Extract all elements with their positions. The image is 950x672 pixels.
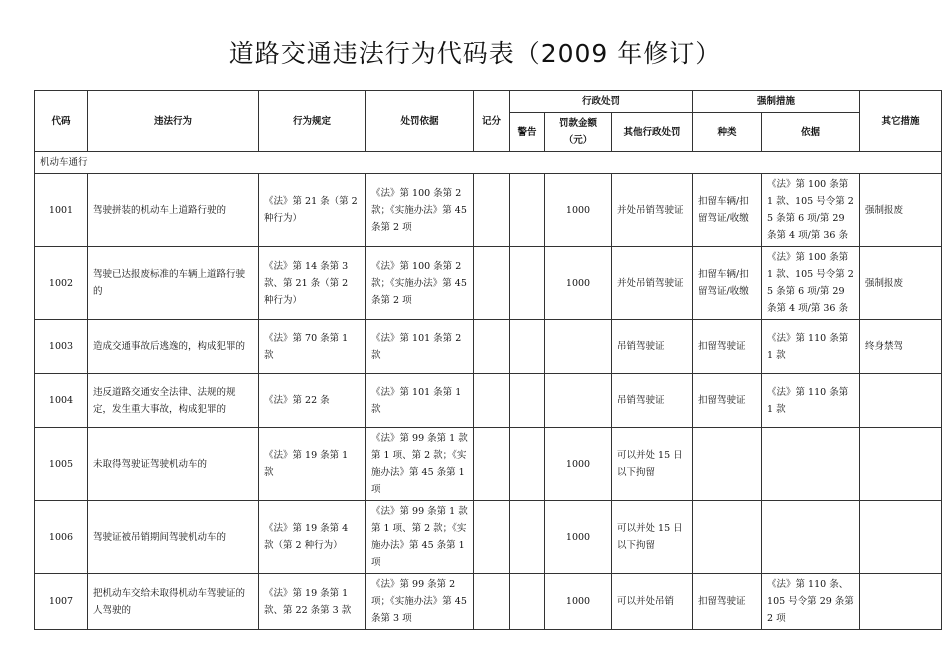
- cell-rule: 《法》第 22 条: [259, 374, 366, 428]
- table-row: [35, 320, 942, 374]
- header-admin-penalty: 行政处罚: [510, 91, 693, 113]
- cell-kind: 扣留车辆/扣留驾证/收缴: [693, 174, 762, 247]
- cell-warning: [510, 428, 545, 501]
- cell-basis: 《法》第 101 条第 2 款: [366, 320, 474, 374]
- header-points: 记分: [474, 91, 510, 152]
- cell-enf-basis: [762, 501, 860, 574]
- cell-points: [474, 574, 510, 630]
- header-enforcement: 强制措施: [693, 91, 860, 113]
- table-row: [35, 574, 942, 630]
- table-row: [35, 501, 942, 574]
- cell-kind: 扣留车辆/扣留驾证/收缴: [693, 247, 762, 320]
- table-row: [35, 247, 942, 320]
- cell-other-measures: 强制报废: [860, 247, 942, 320]
- cell-kind: 扣留驾驶证: [693, 374, 762, 428]
- cell-behavior: 驾驶证被吊销期间驾驶机动车的: [88, 501, 259, 574]
- cell-fine: [545, 374, 612, 428]
- cell-code: 1005: [35, 428, 88, 501]
- cell-fine: 1000: [545, 501, 612, 574]
- cell-enf-basis: 《法》第 100 条第 1 款、105 号令第 25 条第 6 项/第 29 条第 4 项/第 36 条: [762, 247, 860, 320]
- cell-warning: [510, 247, 545, 320]
- table-row: [35, 428, 942, 501]
- section-row: [35, 152, 942, 174]
- cell-behavior: 驾驶已达报废标准的车辆上道路行驶的: [88, 247, 259, 320]
- cell-warning: [510, 374, 545, 428]
- cell-code: 1004: [35, 374, 88, 428]
- cell-other-measures: [860, 574, 942, 630]
- cell-rule: 《法》第 19 条第 4 款（第 2 种行为）: [259, 501, 366, 574]
- header-other-measures: 其它措施: [860, 91, 942, 152]
- header-behavior: 违法行为: [88, 91, 259, 152]
- cell-code: 1007: [35, 574, 88, 630]
- header-row-1: [35, 91, 942, 113]
- table-row: [35, 174, 942, 247]
- cell-other-admin: 吊销驾驶证: [612, 320, 693, 374]
- section-label: 机动车通行: [35, 152, 942, 174]
- cell-rule: 《法》第 14 条第 3 款、第 21 条（第 2 种行为）: [259, 247, 366, 320]
- header-warning: 警告: [510, 113, 545, 152]
- cell-enf-basis: 《法》第 110 条、105 号令第 29 条第 2 项: [762, 574, 860, 630]
- cell-basis: 《法》第 101 条第 1 款: [366, 374, 474, 428]
- cell-other-admin: 可以并处 15 日以下拘留: [612, 428, 693, 501]
- cell-other-measures: [860, 501, 942, 574]
- cell-basis: 《法》第 99 条第 1 款第 1 项、第 2 款；《实施办法》第 45 条第 1 项: [366, 501, 474, 574]
- cell-warning: [510, 174, 545, 247]
- cell-other-admin: 并处吊销驾驶证: [612, 247, 693, 320]
- cell-basis: 《法》第 100 条第 2 款；《实施办法》第 45 条第 2 项: [366, 174, 474, 247]
- cell-points: [474, 247, 510, 320]
- cell-other-admin: 并处吊销驾驶证: [612, 174, 693, 247]
- cell-other-measures: [860, 374, 942, 428]
- cell-behavior: 驾驶拼装的机动车上道路行驶的: [88, 174, 259, 247]
- cell-points: [474, 501, 510, 574]
- header-other-admin: 其他行政处罚: [612, 113, 693, 152]
- cell-basis: 《法》第 100 条第 2 款；《实施办法》第 45 条第 2 项: [366, 247, 474, 320]
- cell-points: [474, 174, 510, 247]
- cell-fine: 1000: [545, 174, 612, 247]
- header-rule: 行为规定: [259, 91, 366, 152]
- cell-points: [474, 320, 510, 374]
- cell-kind: 扣留驾驶证: [693, 320, 762, 374]
- cell-code: 1001: [35, 174, 88, 247]
- cell-points: [474, 428, 510, 501]
- cell-behavior: 违反道路交通安全法律、法规的规定，发生重大事故，构成犯罪的: [88, 374, 259, 428]
- cell-other-measures: 强制报废: [860, 174, 942, 247]
- cell-warning: [510, 320, 545, 374]
- table-row: [35, 374, 942, 428]
- cell-enf-basis: 《法》第 110 条第 1 款: [762, 320, 860, 374]
- violation-code-table: [34, 90, 942, 630]
- cell-code: 1006: [35, 501, 88, 574]
- cell-kind: 扣留驾驶证: [693, 574, 762, 630]
- cell-other-measures: 终身禁驾: [860, 320, 942, 374]
- cell-code: 1003: [35, 320, 88, 374]
- cell-rule: 《法》第 19 条第 1 款: [259, 428, 366, 501]
- cell-warning: [510, 501, 545, 574]
- cell-points: [474, 374, 510, 428]
- cell-fine: [545, 320, 612, 374]
- header-code: 代码: [35, 91, 88, 152]
- cell-rule: 《法》第 70 条第 1 款: [259, 320, 366, 374]
- cell-fine: 1000: [545, 247, 612, 320]
- header-kind: 种类: [693, 113, 762, 152]
- cell-behavior: 把机动车交给未取得机动车驾驶证的人驾驶的: [88, 574, 259, 630]
- cell-enf-basis: [762, 428, 860, 501]
- cell-behavior: 造成交通事故后逃逸的，构成犯罪的: [88, 320, 259, 374]
- cell-code: 1002: [35, 247, 88, 320]
- cell-basis: 《法》第 99 条第 2 项；《实施办法》第 45 条第 3 项: [366, 574, 474, 630]
- cell-other-measures: [860, 428, 942, 501]
- cell-kind: [693, 501, 762, 574]
- header-fine: 罚款金额（元）: [545, 113, 612, 152]
- cell-enf-basis: 《法》第 110 条第 1 款: [762, 374, 860, 428]
- cell-behavior: 未取得驾驶证驾驶机动车的: [88, 428, 259, 501]
- cell-basis: 《法》第 99 条第 1 款第 1 项、第 2 款；《实施办法》第 45 条第 1 项: [366, 428, 474, 501]
- cell-kind: [693, 428, 762, 501]
- cell-fine: 1000: [545, 574, 612, 630]
- cell-other-admin: 吊销驾驶证: [612, 374, 693, 428]
- cell-fine: 1000: [545, 428, 612, 501]
- header-basis: 处罚依据: [366, 91, 474, 152]
- cell-rule: 《法》第 21 条（第 2 种行为）: [259, 174, 366, 247]
- header-enf-basis: 依据: [762, 113, 860, 152]
- cell-other-admin: 可以并处吊销: [612, 574, 693, 630]
- cell-warning: [510, 574, 545, 630]
- page-title: 道路交通违法行为代码表（2009 年修订）: [228, 39, 722, 68]
- cell-enf-basis: 《法》第 100 条第 1 款、105 号令第 25 条第 6 项/第 29 条第 4 项/第 36 条: [762, 174, 860, 247]
- cell-rule: 《法》第 19 条第 1 款、第 22 条第 3 款: [259, 574, 366, 630]
- cell-other-admin: 可以并处 15 日以下拘留: [612, 501, 693, 574]
